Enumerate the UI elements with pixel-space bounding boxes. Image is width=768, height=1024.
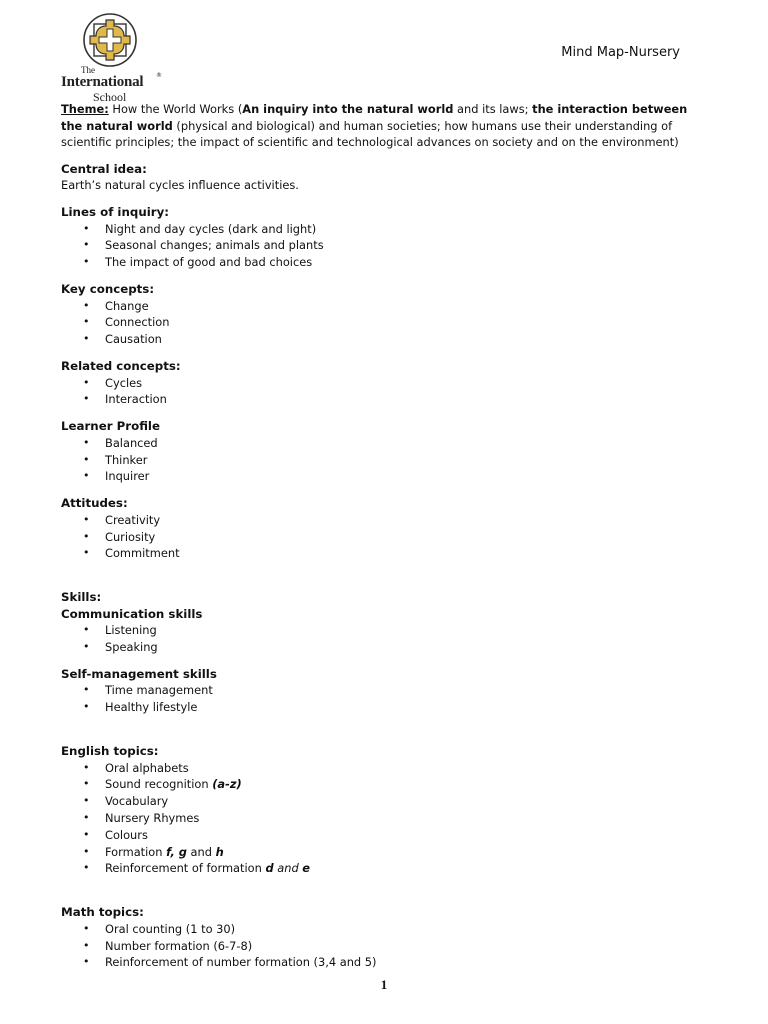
- self-management-skills-title: Self-management skills: [61, 666, 217, 681]
- logo-the-text: The: [81, 65, 95, 75]
- document-title: Mind Map-Nursery: [561, 45, 680, 60]
- list-item: • Listening: [61, 622, 691, 639]
- math-topics-list: [61, 921, 691, 971]
- list-item: • Time management: [61, 682, 691, 699]
- lines-of-inquiry-list: [61, 221, 691, 271]
- related-concepts-list: [61, 375, 691, 409]
- list-item: • Curiosity: [61, 529, 691, 546]
- list-item-emphasis: h: [215, 844, 224, 859]
- central-idea-title: Central idea:: [61, 161, 147, 176]
- theme-text-3: (physical and biological) and human societies; how humans use their understanding of scientific principles; the impact of scientific and technological advances on society and on the environment): [61, 118, 679, 150]
- list-item: • Balanced: [61, 435, 691, 452]
- list-item: • Creativity: [61, 512, 691, 529]
- list-item: • Colours: [61, 827, 691, 844]
- theme-text-1: How the World Works (: [108, 102, 243, 116]
- list-item: • Cycles: [61, 375, 691, 392]
- list-item: • Commitment: [61, 545, 691, 562]
- theme-bold-1: An inquiry into the natural world: [242, 102, 454, 116]
- list-item-text: Formation: [105, 844, 167, 859]
- list-item: • Seasonal changes; animals and plants: [61, 237, 691, 254]
- list-item: • Change: [61, 298, 691, 315]
- list-item-emphasis: e: [302, 861, 311, 876]
- list-item: • Oral counting (1 to 30): [61, 921, 691, 938]
- learner-profile-title: Learner Profile: [61, 419, 160, 434]
- communication-skills-title: Communication skills: [61, 606, 203, 621]
- list-item: [61, 776, 691, 793]
- attitudes-list: [61, 512, 691, 562]
- list-item-emphasis: f, g: [166, 844, 187, 859]
- theme-label: Theme:: [61, 102, 109, 116]
- list-item: [61, 860, 691, 877]
- english-topics-title: English topics:: [61, 744, 159, 759]
- logo-registered-mark: ®: [156, 72, 162, 79]
- list-item: • Oral alphabets: [61, 760, 691, 777]
- list-item: • Number formation (6-7-8): [61, 938, 691, 955]
- learner-profile-list: [61, 435, 691, 485]
- list-item: • Speaking: [61, 639, 691, 656]
- list-item: • The impact of good and bad choices: [61, 254, 691, 271]
- skills-title: Skills:: [61, 590, 102, 605]
- list-item: • Inquirer: [61, 468, 691, 485]
- lines-of-inquiry-title: Lines of inquiry:: [61, 204, 169, 219]
- english-topics-list: [61, 760, 691, 878]
- list-item: [61, 844, 691, 861]
- list-item-emphasis: d: [265, 861, 274, 876]
- list-item-text: and: [186, 844, 216, 859]
- logo-school-text: School: [93, 90, 127, 104]
- list-item: • Interaction: [61, 391, 691, 408]
- list-item: • Nursery Rhymes: [61, 810, 691, 827]
- key-concepts-title: Key concepts:: [61, 281, 155, 296]
- list-item-emphasis: (a-z): [212, 777, 242, 792]
- key-concepts-list: [61, 298, 691, 348]
- document-body: [61, 101, 691, 971]
- theme-text-2: and its laws;: [453, 102, 533, 116]
- central-idea-text: Earth’s natural cycles influence activities.: [61, 178, 299, 193]
- list-item: • Causation: [61, 331, 691, 348]
- attitudes-title: Attitudes:: [61, 496, 128, 511]
- list-item-text: Sound recognition: [105, 777, 213, 792]
- communication-skills-list: [61, 622, 691, 656]
- list-item-text: and: [273, 861, 303, 876]
- list-item: • Thinker: [61, 452, 691, 469]
- math-topics-title: Math topics:: [61, 905, 144, 920]
- page-number: 1: [380, 977, 388, 992]
- logo-name-text: International: [61, 74, 144, 90]
- list-item: • Vocabulary: [61, 793, 691, 810]
- list-item: • Connection: [61, 314, 691, 331]
- self-management-skills-list: [61, 682, 691, 716]
- list-item: • Reinforcement of number formation (3,4 and 5): [61, 954, 691, 971]
- school-crest-icon: [82, 12, 138, 68]
- school-logo: [60, 12, 170, 104]
- list-item: • Healthy lifestyle: [61, 699, 691, 716]
- list-item: • Night and day cycles (dark and light): [61, 221, 691, 238]
- related-concepts-title: Related concepts:: [61, 358, 181, 373]
- theme-paragraph: [61, 101, 691, 151]
- list-item-text: Reinforcement of formation: [105, 861, 266, 876]
- theme-bold-2: the interaction between the natural world: [61, 102, 688, 133]
